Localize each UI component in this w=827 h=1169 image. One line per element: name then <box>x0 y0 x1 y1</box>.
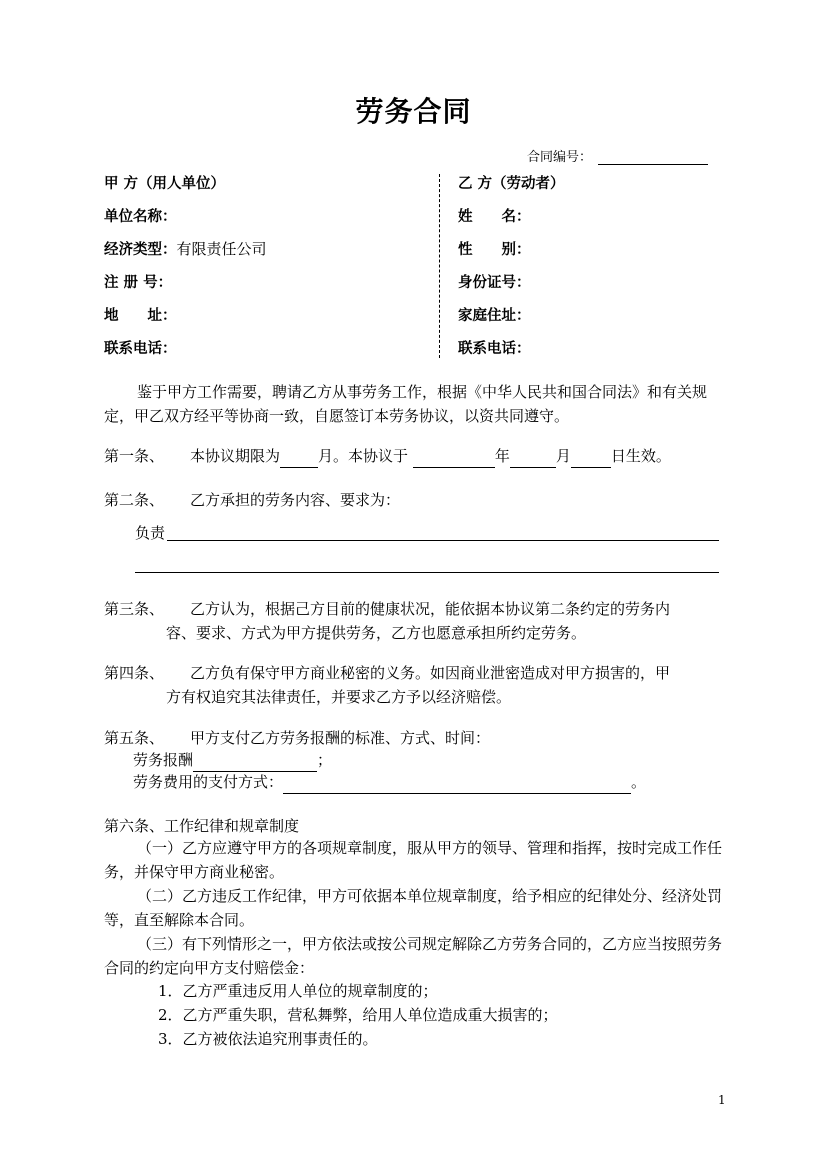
duty-blank-line[interactable] <box>167 524 719 541</box>
article-4-line: 方有权追究其法律责任，并要求乙方予以经济赔偿。 <box>166 688 512 706</box>
article-6-clause-3: （三）有下列情形之一，甲方依法或按公司规定解除乙方劳务合同的，乙方应当按照劳务合同的约定向甲方支付赔偿金： <box>104 935 723 977</box>
field-label: 经济类型： <box>104 242 177 258</box>
party-a-field <box>104 236 434 269</box>
party-b-field <box>458 236 788 269</box>
field-label: 身份证号： <box>458 275 531 291</box>
duty-label: 负责 <box>135 524 166 542</box>
dashed-divider <box>439 174 440 358</box>
duty-blank-line-2[interactable] <box>135 556 719 573</box>
article-3-head: 第三条、 <box>104 600 165 618</box>
article-2 <box>104 488 724 512</box>
payment-method-blank[interactable] <box>283 777 631 794</box>
article-2-head: 第二条、 <box>104 491 165 509</box>
article-3-line: 乙方认为，根据己方目前的健康状况，能依据本协议第二条约定的劳务内 <box>190 600 671 618</box>
field-label: 注 册 号： <box>104 275 173 291</box>
article-1-head: 第一条、 <box>104 447 165 465</box>
remuneration-end: ； <box>317 751 333 769</box>
list-item: 2．乙方严重失职，营私舞弊，给用人单位造成重大损害的； <box>158 1006 558 1024</box>
contract-number-label: 合同编号： <box>527 150 593 165</box>
document-title: 劳务合同 <box>355 95 472 128</box>
field-label: 单位名称： <box>104 209 177 225</box>
term-months-blank[interactable] <box>280 451 318 468</box>
article-1-text: 月 <box>555 447 571 465</box>
party-b-heading: 乙 方（劳动者） <box>458 176 565 192</box>
contract-number-blank[interactable] <box>598 150 708 165</box>
remuneration-line <box>133 748 332 772</box>
year-blank[interactable] <box>413 451 495 468</box>
article-4-line: 乙方负有保守甲方商业秘密的义务。如因商业泄密造成对甲方损害的，甲 <box>190 664 671 682</box>
party-a-field <box>104 335 434 368</box>
article-3-line: 容、要求、方式为甲方提供劳务，乙方也愿意承担所约定劳务。 <box>166 624 587 642</box>
field-label: 家庭住址： <box>458 308 531 324</box>
party-a-section <box>104 170 434 368</box>
article-1 <box>104 444 744 468</box>
field-label: 联系电话： <box>104 341 177 357</box>
party-a-field <box>104 302 434 335</box>
payment-method-label: 劳务费用的支付方式： <box>133 773 284 791</box>
article-1-text: 日生效。 <box>610 447 671 465</box>
party-a-heading: 甲 方（用人单位） <box>104 176 226 192</box>
party-b-field <box>458 269 788 302</box>
party-a-field <box>104 203 434 236</box>
payment-method-end: 。 <box>631 773 647 791</box>
article-6-head: 第六条、工作纪律和规章制度 <box>104 817 300 835</box>
payment-method-line <box>133 770 646 794</box>
article-6-clause-1: （一）乙方应遵守甲方的各项规章制度，服从甲方的领导、管理和指挥，按时完成工作任务，并保守甲方商业秘密。 <box>104 839 723 881</box>
article-3 <box>104 597 734 645</box>
field-label: 地 址： <box>104 308 177 324</box>
party-b-field <box>458 203 788 236</box>
field-label: 姓 名： <box>458 209 531 225</box>
article-5 <box>104 726 734 750</box>
month-blank[interactable] <box>510 451 556 468</box>
article-4 <box>104 661 734 709</box>
field-label: 性 别： <box>458 242 531 258</box>
party-a-field <box>104 269 434 302</box>
party-b-section <box>458 170 788 368</box>
page-number: 1 <box>718 1093 726 1107</box>
list-item: 1．乙方严重违反用人单位的规章制度的； <box>158 982 438 1000</box>
article-5-head: 第五条、 <box>104 729 165 747</box>
contract-number <box>527 146 708 165</box>
list-item: 3．乙方被依法追究刑事责任的。 <box>158 1030 378 1048</box>
field-value: 有限责任公司 <box>176 240 267 258</box>
preamble: 鉴于甲方工作需要，聘请乙方从事劳务工作，根据《中华人民共和国合同法》和有关规定，甲乙双方经平等协商一致，自愿签订本劳务协议，以资共同遵守。 <box>104 383 708 425</box>
article-1-text: 本协议期限为 <box>190 447 281 465</box>
article-1-text: 年 <box>494 447 510 465</box>
article-6-clause-2: （二）乙方违反工作纪律，甲方可依据本单位规章制度，给予相应的纪律处分、经济处罚等，直至解除本合同。 <box>104 887 723 929</box>
remuneration-label: 劳务报酬 <box>133 751 194 769</box>
article-5-text: 甲方支付乙方劳务报酬的标准、方式、时间： <box>190 729 491 747</box>
day-blank[interactable] <box>571 451 611 468</box>
party-b-field <box>458 302 788 335</box>
article-4-head: 第四条、 <box>104 664 165 682</box>
party-b-field <box>458 335 788 368</box>
article-2-text: 乙方承担的劳务内容、要求为： <box>190 491 401 509</box>
article-1-text: 月。本协议于 <box>318 447 409 465</box>
field-label: 联系电话： <box>458 341 531 357</box>
